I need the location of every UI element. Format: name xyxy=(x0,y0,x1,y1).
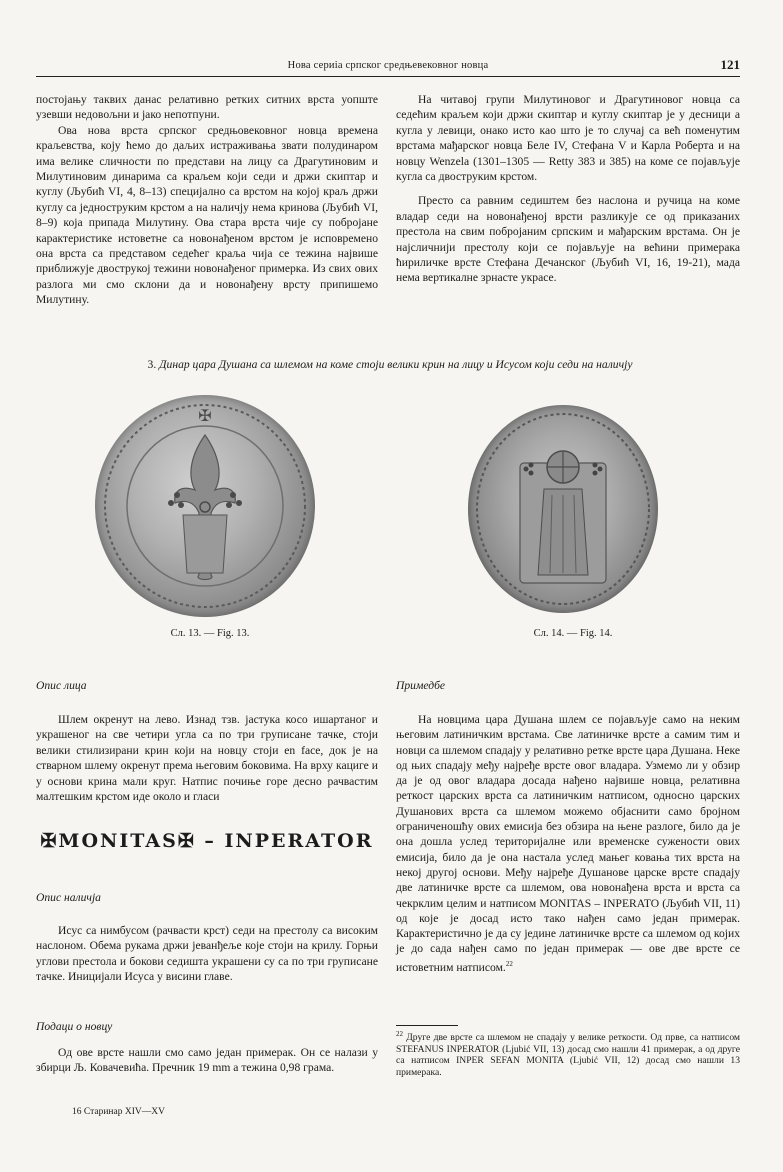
coin-data-heading: Подаци о новцу xyxy=(36,1020,113,1033)
reverse-description xyxy=(36,923,378,985)
page-number: 121 xyxy=(720,57,740,72)
paragraph: Исус са нимбусом (рачвасти крст) седи на престолу са високим наслоном. Обема рукама држи јеванђеље које стоји на крилу. Горњи углови престола и бокови седишта украшени су са по три груписане тачке. Иницијали Исуса у висини главе. xyxy=(36,924,378,984)
notes-text xyxy=(396,712,740,975)
figure-title-text: Динар цара Душана са шлемом на коме стоји велики крин на лицу и Исусом који седи на наличју xyxy=(159,358,633,371)
coin-image-reverse xyxy=(468,405,658,613)
paragraph xyxy=(396,712,740,975)
paragraph: Престо са равним седиштем без наслона и ручица на коме владар седи на новонађеној врсти разликује се од приказаних престола на свим побројаним српским и мађарским врстама. Он је најсличнији престолу који се појављује на већини примерака ћириличке врсте Стефана Дечанског (Љубић VI, 16, 19-21), мада нема вертикалне зрнасте украсе. xyxy=(396,194,740,285)
figure-number: 3. xyxy=(147,358,157,371)
footnote-mark: 22 xyxy=(396,1030,403,1038)
paragraph: Од ове врсте нашли смо само један примерак. Он се налази у збирци Љ. Ковачевића. Пречник 19 mm а тежина 0,98 грама. xyxy=(36,1046,378,1075)
obverse-heading: Опис лица xyxy=(36,679,87,692)
coin-caption-14: Сл. 14. — Fig. 14. xyxy=(533,628,613,639)
obverse-description xyxy=(36,712,378,804)
paragraph: Шлем окренут на лево. Изнад тзв. јастука косо ишартаног и украшеног на све четири угла са по три груписане тачке, стоји велики стилизирани крин који на новцу стоји en face, док је на стварном шлему окренут према његовим боковима. На врху кациге и у основи крина мали круг. Натпис почиње горе десно рачвастим малтешким крстом иде около и гласи xyxy=(36,713,378,804)
column-top-right xyxy=(396,92,740,286)
printer-signature: 16 Старинар XIV—XV xyxy=(72,1107,165,1117)
paragraph: постојању таквих данас релативно ретких ситних врста уопште узевши недовољни и јако непотпуни. xyxy=(36,93,378,122)
column-top-left xyxy=(36,92,378,308)
paragraph: Ова нова врста српског средњовековног новца времена краљевства, коју ћемо до даљих истраживања звати полудинаром има велике сличности по представи на лицу са Драгутиновим и Милутиновим динарима са краљем који седи и држи скиптар и куглу (Љубић VI, 4, 8–13) специјално са врстом на којој краљ држи куглу са једноструким крстом а на наличју нема кринова (Љубић VI, 8–9) која припада Милутину. Ова стара врста чије су побројане карактеристике истоветне са новонађеном врстом је исповремено она врста са представом седећег краља чија се тежина највише приближује двострукој тежини новонађеног примерка. Из свих ових разлога ми смо склони да и новонађену врсту припишемо Милутину. xyxy=(36,123,378,307)
coin-legend-inscription: ✠MONITAS✠ – INPERATOR xyxy=(40,830,374,852)
running-head xyxy=(36,58,740,77)
notes-heading: Примедбе xyxy=(396,679,446,692)
figure-title xyxy=(90,357,690,372)
svg-text:✠: ✠ xyxy=(198,406,212,425)
coin-image-obverse xyxy=(95,395,315,617)
notes-body: На новцима цара Душана шлем се појављује само на неким његовим латиничким врстама. Све латиничке врсте а самим тим и новци са шлемом спадају у релативно ретке врсте цара Душана. Неке од њих спадају међу најређе врсте овог владара. Узмемо ли у обзир да је од овог владара досада нађено највише новца, релативна реткост царских врста са латиничким натписом, односно царских Душанових врста са шлемом можемо објаснити само бројном ограниченошћу ових емисија без обзира на њене разлоге, било да је она дошла услед територијалне или временске сужености ових емисија, било да је она настала услед мањег ковања тих врста на некој другој основи. Међу најређе Душанове царске врсте спадају две латиничке врсте са шлемом, ова новонађена врста и врста са чекрклим целим и натписом MONITAS – INPERATO (Љубић VII, 11) од које је досад исто тако нађен само један примерак. Карактеристично је да су једине латиничке врсте са шлемом од којих је до сада нађен само по један примерак — ове две врсте се истоветним натписом. xyxy=(396,713,740,974)
footnote-reference: 22 xyxy=(505,959,513,968)
coin-reverse-drawing xyxy=(468,405,658,613)
reverse-heading: Опис наличја xyxy=(36,891,101,904)
footnote xyxy=(396,1029,740,1079)
paragraph: На читавој групи Милутиновог и Драгутиновог новца са седећим краљем који држи скиптар и куглу скиптар је у десници а кугла у левици, онако исто као што је то случај са већ поменутим врстама мађарског новца Беле IV, Стефана V и Карла Роберта и на новцу Wenzela (1301–1305 — Retty 383 и 385) на коме се појављује кугла са двоструким крстом. xyxy=(396,93,740,184)
coin-obverse-drawing xyxy=(95,395,315,617)
running-title: Нова сериіа српског средњевековног новца xyxy=(287,60,489,71)
footnote-rule xyxy=(396,1025,458,1026)
coin-caption-13: Сл. 13. — Fig. 13. xyxy=(170,628,250,639)
coin-data-description xyxy=(36,1045,378,1076)
footnote-text: Друге две врсте са шлемом не спадају у велике реткости. Од прве, са натписом STEFANUS INPERATOR (Ljubić VII, 13) досад смо нашли 41 примерак, а од друге са натписом INPER SEFAN MONITA (Ljubić VII, 12) досад смо нашли 13 примерака. xyxy=(396,1032,741,1078)
